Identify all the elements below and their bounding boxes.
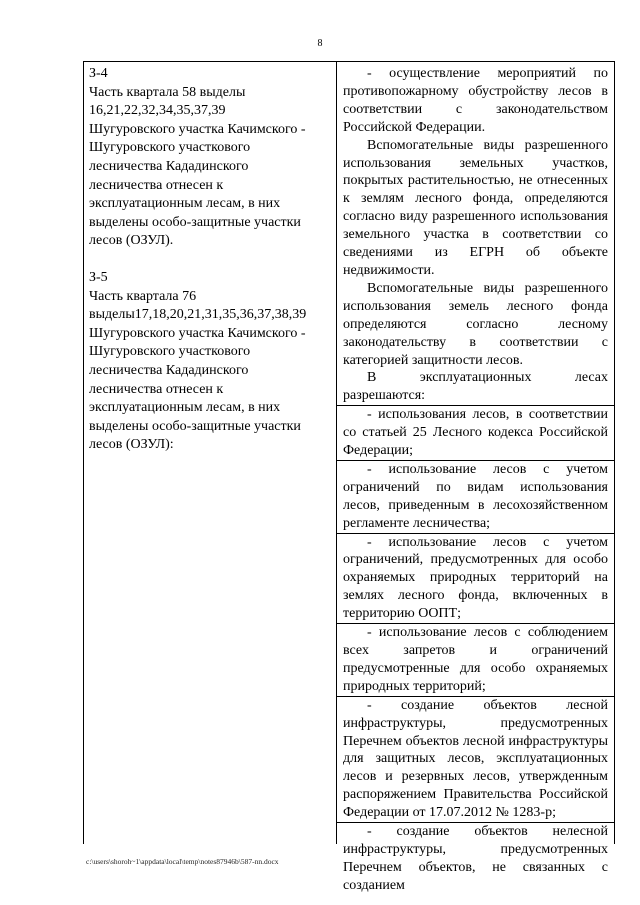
text-paragraph: Вспомогательные виды разрешенного использования земель лесного фонда определяются согласно лесному законодательству в соответствии с категорией защитности лесов. [343,280,608,368]
list-item-paragraph: - использования лесов, в соответствии со статьей 25 Лесного кодекса Российской Федерации; [337,405,614,460]
table-right-column [337,62,614,893]
zone-text-line: лесов (ОЗУЛ). [89,233,174,249]
zone-text-line: Шугуровского участка Качимского - [89,121,306,137]
list-item-paragraph: - использование лесов с учетом ограничений по видам использования лесов, приведенным в лесохозяйственном регламенте лесничества; [337,460,614,533]
zone-text-line: Шугуровского участкового [89,344,251,360]
zone-text-line: эксплуатационным лесам, в них [89,196,281,212]
list-item-paragraph: - использование лесов с учетом ограничений, предусмотренных для особо охраняемых природных территорий на землях лесного фонда, включенных в территорию ООПТ; [337,533,614,624]
zone-block-z4 [89,65,332,251]
zone-id: З-5 [89,269,108,285]
zone-text-line: лесничества отнесен к [89,381,224,397]
zone-text-line: выделены особо-защитные участки [89,418,301,434]
zone-text-line: Часть квартала 76 [89,288,197,304]
zone-block-z5 [89,269,332,455]
zone-text-line: выделы17,18,20,21,31,35,36,37,38,39 [89,307,307,323]
text-paragraph: Вспомогательные виды разрешенного использования земельных участков, покрытых растительностью, не отнесенных к землям лесного фонда, определяются согласно виду разрешенного использования земельного участка в соответствии со сведениями из ЕГРН об объекте недвижимости. [343,137,608,278]
zone-text-line: Шугуровского участкового [89,140,251,156]
page-number: 8 [317,38,323,49]
zone-text-line: лесничества Кададинского [89,362,249,378]
zone-text-line: выделены особо-защитные участки [89,214,301,230]
list-item-paragraph: - создание объектов лесной инфраструктуры, предусмотренных Перечнем объектов лесной инфраструктуры для защитных лесов, эксплуатационных лесов и резервных лесов, утвержденным распоряжением Правительства Российской Федерации от 17.07.2012 № 1283-р; [337,696,614,822]
list-item-paragraph: - использование лесов с соблюдением всех запретов и ограничений предусмотренные для особо охраняемых природных территорий; [337,623,614,696]
text-paragraph: В эксплуатационных лесах разрешаются: [343,370,608,404]
zone-text-line: лесничества Кададинского [89,158,249,174]
file-path-footer: c:\users\shoroh~1\appdata\local\temp\notes87946b\587-nn.docx [86,857,279,866]
text-paragraph: - осуществление мероприятий по противопожарному обустройству лесов в соответствии с законодательством Российской Федерации. [343,66,608,135]
zone-text-line: лесничества отнесен к [89,177,224,193]
zone-text-line: лесов (ОЗУЛ): [89,437,174,453]
zone-id: З-4 [89,66,108,81]
zone-text-line: эксплуатационным лесам, в них [89,400,281,416]
zone-text-line: 16,21,22,32,34,35,37,39 [89,103,226,119]
table-left-column [84,62,337,844]
list-item-paragraph: - создание объектов нелесной инфраструктуры, предусмотренных Перечнем объектов, не связанных с созданием [337,822,614,895]
zone-text-line: Часть квартала 58 выделы [89,84,246,100]
zone-text-line: Шугуровского участка Качимского - [89,325,306,341]
